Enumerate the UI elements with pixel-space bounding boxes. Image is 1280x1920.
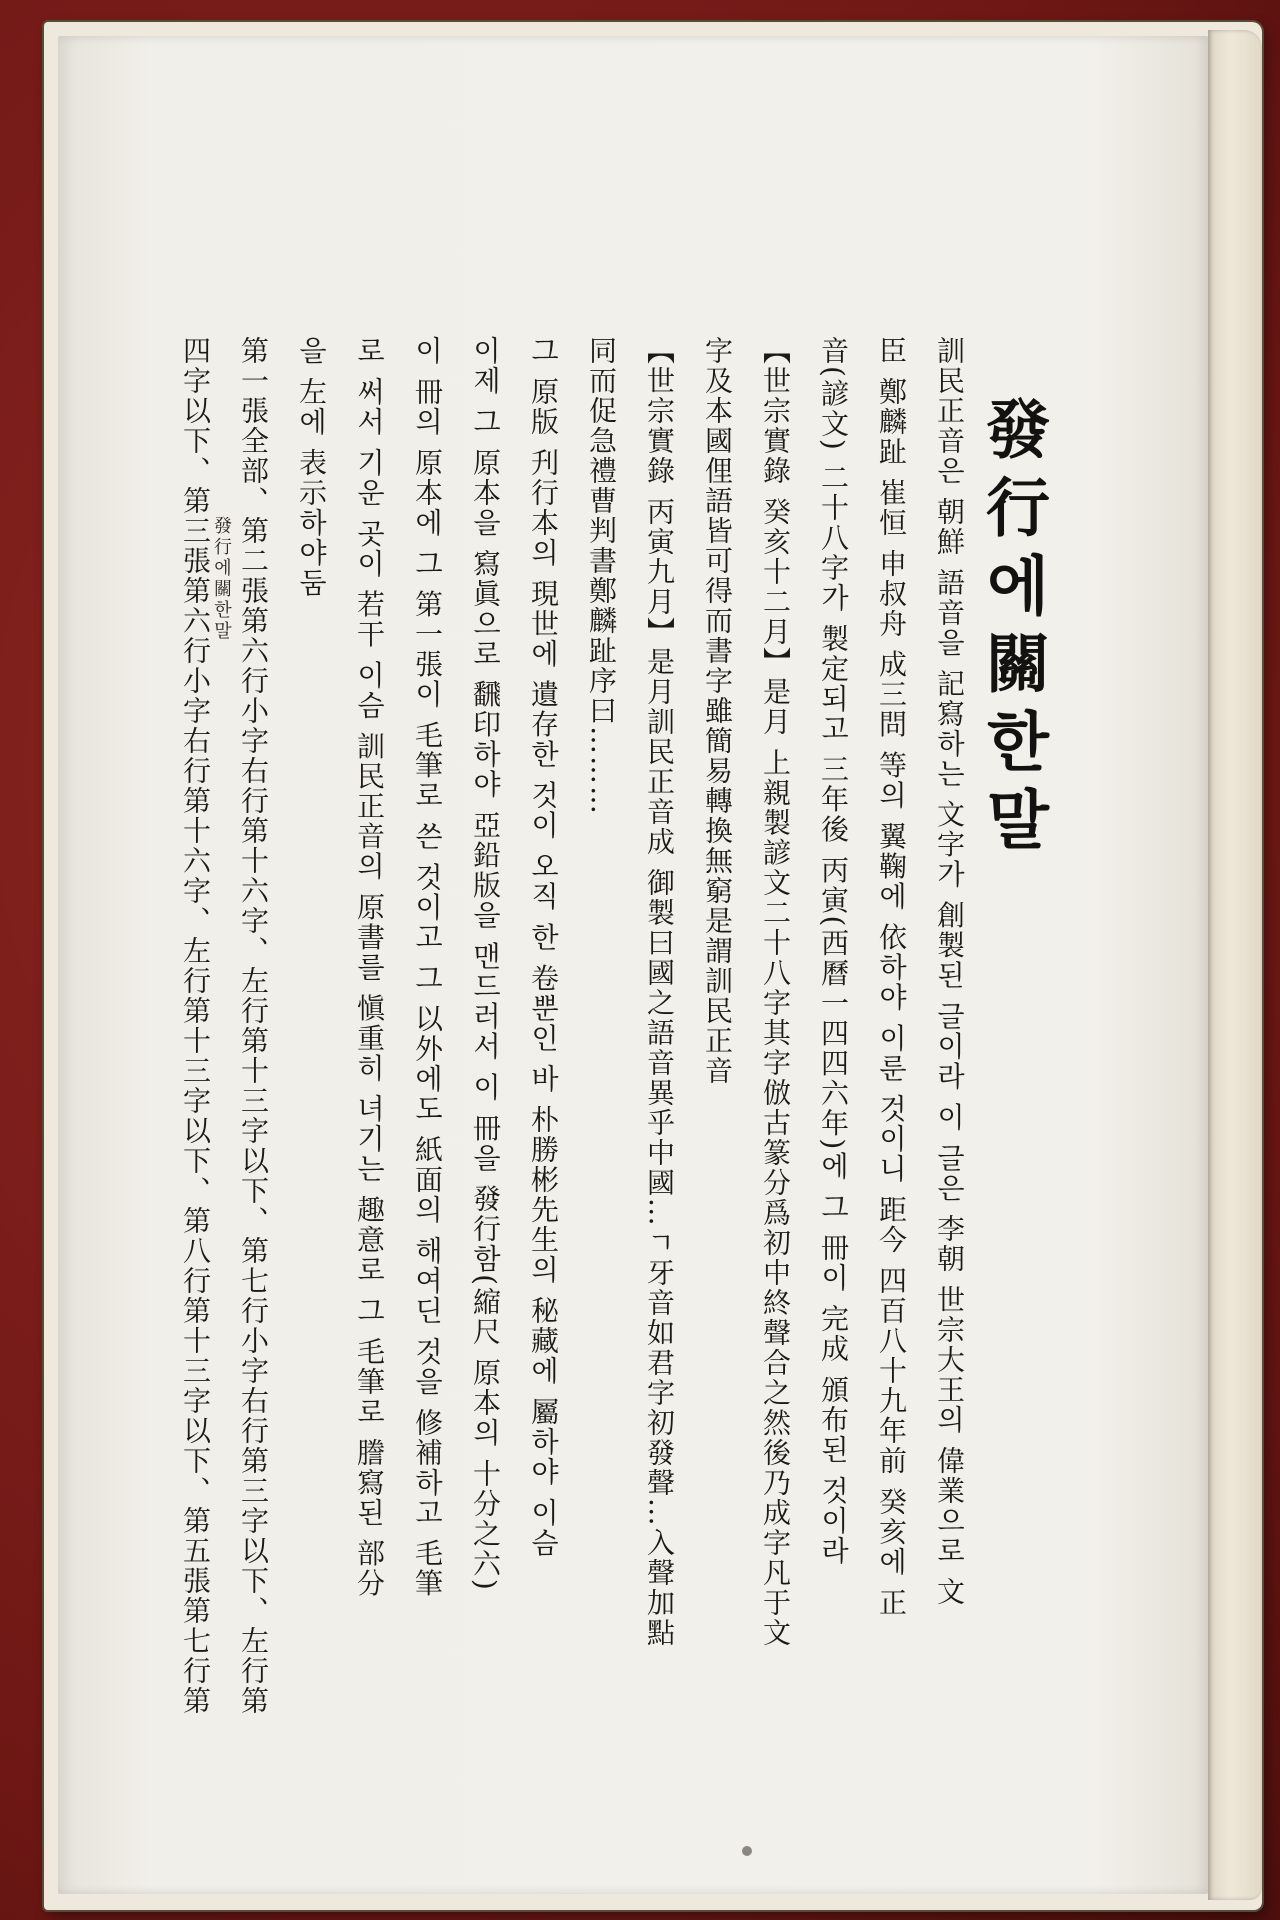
text-line: 이제 그 原本을 寫眞으로 飜印하야 亞鉛版을 맨드러서 이 冊을 發行함(縮尺 原本의 十分之六) (469, 336, 502, 1592)
text-line: 그 原版 刋行本의 現世에 遺存한 것이 오직 한 卷뿐인 바 朴勝彬先生의 秘藏에 屬하야 이슴 (527, 336, 560, 1558)
running-head: 發行에關한말 (211, 516, 232, 642)
text-line: 로 써서 기운 곳이 若干 이슴 訓民正音의 原書를 愼重히 녀기는 趣意로 그 毛筆로 謄寫된 部分 (353, 336, 386, 1599)
text-line: 訓民正音은 朝鮮 語音을 記寫하는 文字가 創製된 글이라 이 글은 李朝 世宗大王의 偉業으로 文 (933, 336, 966, 1607)
book-page (58, 36, 1208, 1894)
text-line: 臣 鄭麟趾 崔恒 申叔舟 成三問 等의 翼鞠에 依하야 이룬 것이니 距今 四百八十九年前 癸亥에 正 (875, 336, 908, 1618)
book-page-stack (1208, 30, 1262, 1900)
page-title: 發行에關한말 (975, 396, 1050, 864)
text-line: 【世宗實錄 癸亥十二月】是月 上親製諺文二十八字其字倣古篆分爲初中終聲合之然後乃成字凡于文 (759, 336, 792, 1648)
text-line: 을 左에 表示하야둠 (295, 336, 328, 598)
text-line: 音(諺文) 二十八字가 製定되고 三年後 丙寅(西曆一四四六年)에 그 冊이 完成 頒布된 것이라 (817, 336, 850, 1566)
text-line: 同而促急禮曹判書鄭麟趾序曰……… (585, 336, 618, 816)
paper-spot (742, 1846, 752, 1856)
text-line: 【世宗實錄 丙寅九月】是月訓民正音成 御製曰國之語音異乎中國…ㄱ牙音如君字初發聲…入聲加點 (643, 336, 676, 1648)
text-line: 字及本國俚語皆可得而書字雖簡易轉換無窮是謂訓民正音 (701, 336, 734, 1086)
text-line: 이 冊의 原本에 그 第一張이 毛筆로 쓴 것이고 그 以外에도 紙面의 해여딘 것을 修補하고 毛筆 (411, 336, 444, 1599)
text-line: 四字以下、第三張第六行小字右行第十六字、左行第十三字以下、第八行第十三字以下、第五張第七行第 (179, 336, 212, 1716)
body-text (166, 336, 978, 1796)
text-line: 第一張全部、第二張第六行小字右行第十六字、左行第十三字以下、第七行小字右行第三字以下、左行第 (237, 336, 270, 1716)
